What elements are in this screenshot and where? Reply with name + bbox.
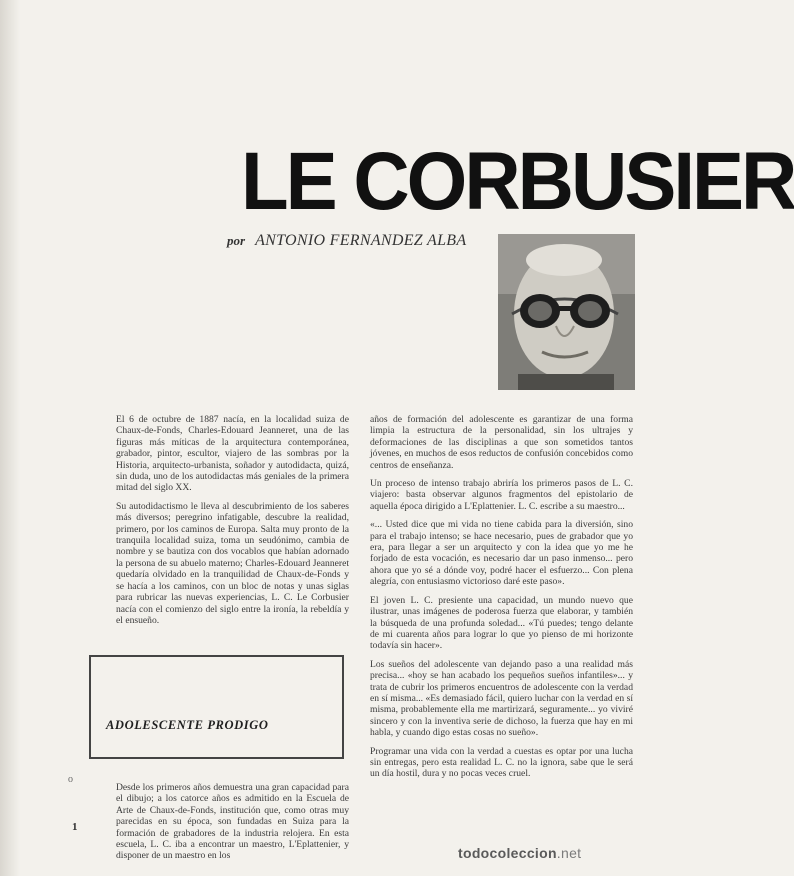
section-heading: ADOLESCENTE PRODIGO (106, 718, 269, 732)
byline-prefix: por (227, 233, 246, 248)
paragraph: Programar una vida con la verdad a cuestas es optar por una lucha sin entregas, pero esta realidad L. C. no la ignora, sabe que le será un día hostil, dura y no pocas veces cruel. (370, 745, 633, 780)
paragraph: El joven L. C. presiente una capacidad, un mundo nuevo que ilustrar, unas imágenes de poderosa fuerza que elaborar, y también la búsqueda de una profunda soledad... «Tú puedes; tengo delante de mi cuarenta años para lograr lo que yo pienso de mi horizonte todavía sin hacer». (370, 594, 633, 652)
column-left (116, 414, 349, 633)
byline (227, 232, 466, 250)
watermark-brand: todocoleccion (458, 845, 557, 861)
paragraph: Los sueños del adolescente van dejando paso a una realidad más precisa... «hoy se han acabado los pequeños sueños infantiles»... y trata de cubrir los primeros encuentros de adolescente con la verdad en sí misma... «Es demasiado fácil, quiero luchar con la verdad en sí misma, probablemente ella me martirizará, seguramente... yo viviré sincero y con la inventiva serie de dichoso, la fuerza que hay en mi habla, y cuando digo estas cosas no sueño». (370, 658, 633, 739)
watermark-logo (458, 845, 581, 861)
article-title: LE CORBUSIER (241, 134, 794, 227)
paragraph: El 6 de octubre de 1887 nacía, en la localidad suiza de Chaux-de-Fonds, Charles-Edouard Jeanneret, una de las figuras más míticas de la arquitectura contemporánea, grabador, pintor, escultor, viajero de las sombras por la Historia, arquitecto-urbanista, soñador y autodidacta, quizá, sin duda, uno de los autodidactas más geniales de la primera mitad del siglo XX. (116, 414, 349, 494)
author-name: ANTONIO FERNANDEZ ALBA (255, 232, 467, 249)
page-binding-edge (0, 0, 20, 876)
paragraph: Desde los primeros años demuestra una gran capacidad para el dibujo; a los catorce años es admitido en la Escuela de Arte de Chaux-de-Fonds, institución que, como otras muy parecidas en su época, son fundadas en Suiza para la formación de grabadores de la industria relojera. En esta escuela, L. C. iba a encontrar un maestro, L'Eplattenier, y disponer de un maestro en los (116, 782, 349, 862)
column-right (370, 414, 633, 787)
page-number: 1 (72, 821, 78, 833)
column-left-bottom (116, 782, 349, 869)
paragraph: «... Usted dice que mi vida no tiene cabida para la diversión, sino para el trabajo intenso; se hace necesario, pues de grabador que yo era, para llegar a ser un arquitecto y con la idea que yo me he forjado de esta vocación, es necesario dar un paso inmenso... pero ahora que yo sé a dónde voy, podré hacer el esfuerzo... Con plena alegría, con entusiasmo victorioso daré este paso». (370, 519, 633, 588)
paragraph: años de formación del adolescente es garantizar de una forma limpia la estructura de la personalidad, sin los ultrajes y deformaciones de las disciplinas a que son sometidos tantos jóvenes, en muchos de esos reductos de confusión concebidos como centros de enseñanza. (370, 414, 633, 471)
paragraph: Un proceso de intenso trabajo abriría los primeros pasos de L. C. viajero: basta observar algunos fragmentos del epistolario de aquella época dirigido a L'Eplattenier. L. C. escribe a su maestro... (370, 478, 633, 512)
author-portrait-photo (498, 234, 635, 390)
paragraph: Su autodidactismo le lleva al descubrimiento de los saberes más diversos; peregrino infatigable, descubre la realidad, primero, por los caminos de Europa. Salta muy pronto de la tranquila localidad suiza, toma un seudónimo, cambia de nombre y se bautiza con dos vocablos que habían adornado la persona de su abuelo materno; Charles-Edouard Jeanneret quedaría olvidado en la tranquilidad de Chaux-de-Fonds y se hacía a los caminos, con un bloc de notas y unas siglas para rubricar las nuevas experiencias, L. C. Le Corbusier nacía con el comienzo del siglo entre la ironía, la rebeldía y el ensueño. (116, 500, 349, 626)
watermark-domain: .net (556, 845, 582, 861)
section-heading-box (89, 655, 344, 759)
margin-mark: o (68, 774, 73, 785)
